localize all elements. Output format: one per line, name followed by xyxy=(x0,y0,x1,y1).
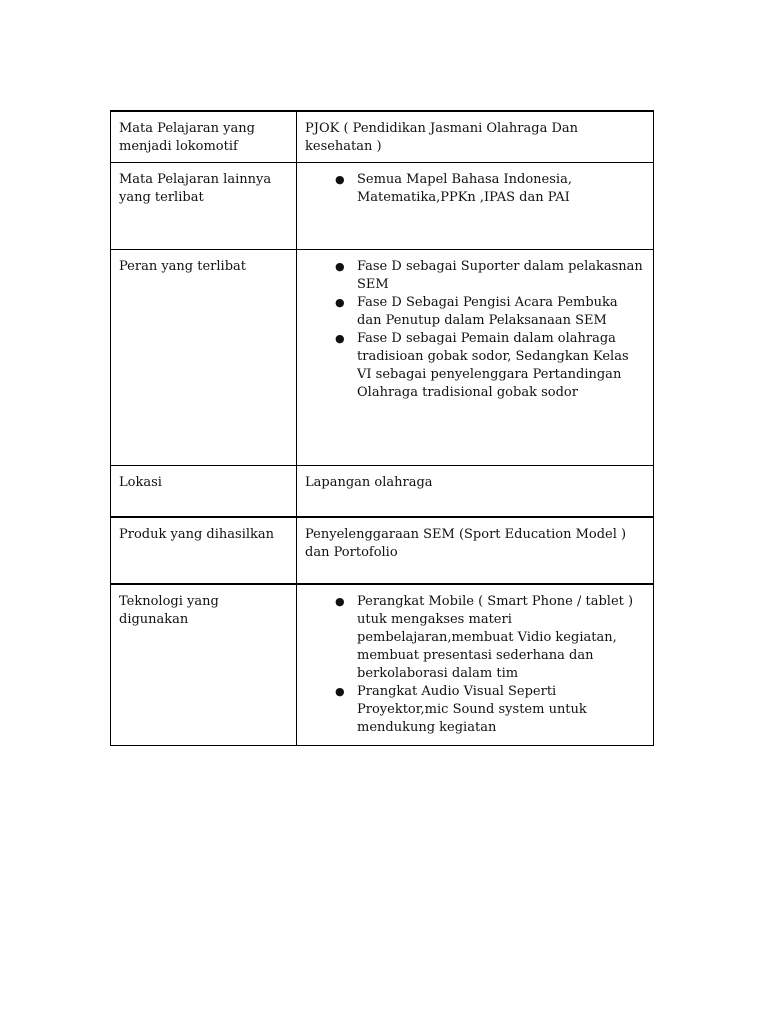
row-value: Lapangan olahraga xyxy=(297,466,654,517)
table-row-produk xyxy=(111,517,654,584)
row-label: Peran yang terlibat xyxy=(111,250,297,466)
row-label: Lokasi xyxy=(111,466,297,517)
row-value: Penyelenggaraan SEM (Sport Education Model ) dan Portofolio xyxy=(297,517,654,584)
list-item: ● Fase D sebagai Suporter dalam pelakasnan SEM xyxy=(335,259,643,292)
project-info-table xyxy=(110,110,654,746)
row-label: Mata Pelajaran yang menjadi lokomotif xyxy=(111,111,297,163)
list-item: ● Fase D sebagai Pemain dalam olahraga tradisioan gobak sodor, Sedangkan Kelas VI sebagai penyelenggara Pertandingan Olahraga tradisional gobak sodor xyxy=(335,331,629,400)
table-row-lokasi xyxy=(111,466,654,517)
list-item: ● Semua Mapel Bahasa Indonesia, Matematika,PPKn ,IPAS dan PAI xyxy=(335,172,572,205)
list-item: ● Prangkat Audio Visual Seperti Proyektor,mic Sound system untuk mendukung kegiatan xyxy=(335,683,587,735)
bullet-list xyxy=(305,171,645,207)
table-row-peran xyxy=(111,250,654,466)
table-row-lokomotif xyxy=(111,111,654,163)
bullet-icon: ● xyxy=(335,684,345,698)
table-row-mapel-lain xyxy=(111,163,654,250)
row-label: Produk yang dihasilkan xyxy=(111,517,297,584)
row-value xyxy=(297,250,654,466)
bullet-list xyxy=(305,258,645,402)
bullet-list xyxy=(305,593,645,737)
table-row-teknologi xyxy=(111,584,654,746)
list-item: ● Fase D Sebagai Pengisi Acara Pembuka dan Penutup dalam Pelaksanaan SEM xyxy=(335,295,618,328)
bullet-icon: ● xyxy=(335,260,345,273)
row-label: Mata Pelajaran lainnya yang terlibat xyxy=(111,163,297,250)
bullet-icon: ● xyxy=(335,332,345,345)
bullet-icon: ● xyxy=(335,594,345,608)
row-value xyxy=(297,163,654,250)
list-item: ● Perangkat Mobile ( Smart Phone / tablet ) utuk mengakses materi pembelajaran,membuat Vidio kegiatan, membuat presentasi sederhana dan berkolaborasi dalam tim xyxy=(335,593,634,681)
bullet-icon: ● xyxy=(335,296,345,309)
bullet-icon: ● xyxy=(335,173,345,186)
row-value: PJOK ( Pendidikan Jasmani Olahraga Dan kesehatan ) xyxy=(297,111,654,163)
row-label: Teknologi yang digunakan xyxy=(111,584,297,746)
row-value xyxy=(297,584,654,746)
